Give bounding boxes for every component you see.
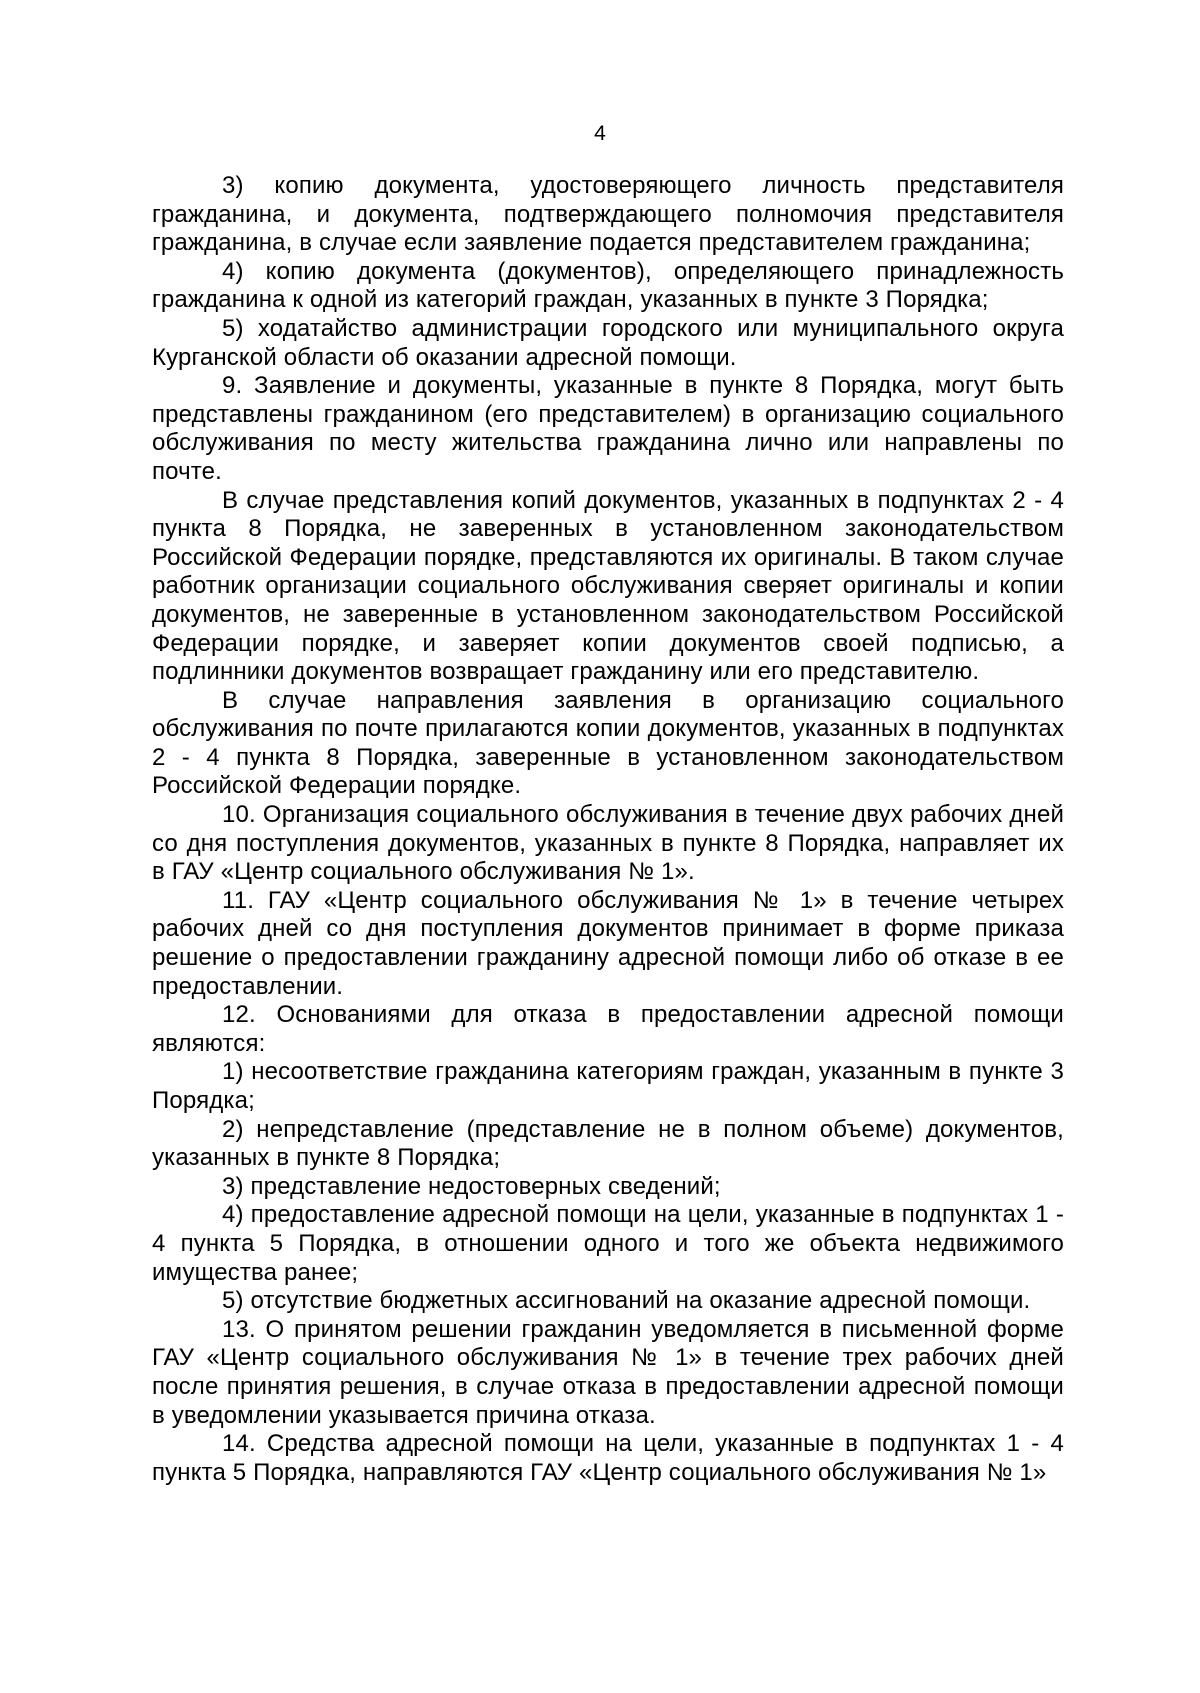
paragraph-item-3: 3) копию документа, удостоверяющего личность представителя гражданина, и документа, подтверждающего полномочия представителя гражданина, в случае если заявление подается представителем гражданина;: [152, 172, 1064, 257]
paragraph-clause-9: 9. Заявление и документы, указанные в пункте 8 Порядка, могут быть представлены гражданином (его представителем) в организацию социального обслуживания по месту жительства гражданина лично или направлены по почте.: [152, 372, 1064, 485]
paragraph-ground-5: 5) отсутствие бюджетных ассигнований на оказание адресной помощи.: [222, 1287, 1031, 1315]
paragraph-clause-13: 13. О принятом решении гражданин уведомляется в письменной форме ГАУ «Центр социального обслуживания № 1» в течение трех рабочих дней после принятия решения, в случае отказа в предоставлении адресной помощи в уведомлении указывается причина отказа.: [152, 1315, 1064, 1429]
paragraph-clause-10: 10. Организация социального обслуживания в течение двух рабочих дней со дня поступления документов, указанных в пункте 8 Порядка, направляет их в ГАУ «Центр социального обслуживания № 1».: [152, 801, 1064, 886]
paragraph-clause-9-copies: В случае представления копий документов, указанных в подпунктах 2 - 4 пункта 8 Порядка, не заверенных в установленном законодательством Российской Федерации порядке, представляются их оригиналы. В таком случае работник организации социального обслуживания сверяет оригиналы и копии документов, не заверенные в установленном законодательством Российской Федерации порядке, и заверяет копии документов своей подписью, а подлинники документов возвращает гражданину или его представителю.: [152, 486, 1064, 686]
page-number: 4: [594, 122, 606, 145]
paragraph-item-4: 4) копию документа (документов), определяющего принадлежность гражданина к одной из категорий граждан, указанных в пункте 3 Порядка;: [152, 257, 1064, 314]
paragraph-clause-14: 14. Средства адресной помощи на цели, указанные в подпунктах 1 - 4 пункта 5 Порядка, направляются ГАУ «Центр социального обслуживания № 1»: [152, 1430, 1064, 1486]
paragraph-clause-12: 12. Основаниями для отказа в предоставлении адресной помощи являются:: [152, 1001, 1064, 1057]
document-body: [152, 172, 1064, 1487]
paragraph-item-5: 5) ходатайство администрации городского или муниципального округа Курганской области об оказании адресной помощи.: [152, 314, 1064, 371]
paragraph-ground-2: 2) непредставление (представление не в полном объеме) документов, указанных в пункте 8 Порядка;: [152, 1115, 1064, 1172]
paragraph-clause-11: 11. ГАУ «Центр социального обслуживания № 1» в течение четырех рабочих дней со дня поступления документов принимает в форме приказа решение о предоставлении гражданину адресной помощи либо об отказе в ее предоставлении.: [152, 886, 1064, 1000]
paragraph-clause-9-mail: В случае направления заявления в организацию социального обслуживания по почте прилагаются копии документов, указанных в подпунктах 2 - 4 пункта 8 Порядка, заверенные в установленном законодательством Российской Федерации порядке.: [152, 686, 1064, 800]
paragraph-ground-1: 1) несоответствие гражданина категориям граждан, указанным в пункте 3 Порядка;: [152, 1058, 1064, 1114]
paragraph-ground-4: 4) предоставление адресной помощи на цели, указанные в подпунктах 1 - 4 пункта 5 Порядка, в отношении одного и того же объекта недвижимого имущества ранее;: [152, 1201, 1064, 1286]
paragraph-ground-3: 3) представление недостоверных сведений;: [222, 1172, 721, 1200]
